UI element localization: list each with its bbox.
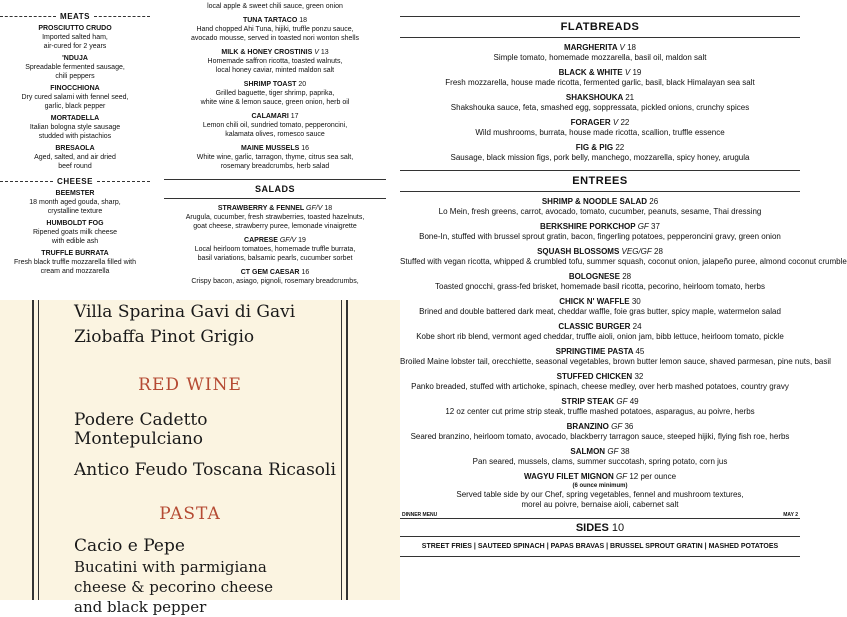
dietary-tag: V [314,49,319,56]
footer-left-label: DINNER MENU [402,512,438,518]
entree-desc: Panko breaded, stuffed with artichoke, spinach, cheese medley, over herb mashed potatoes, country gravy [411,382,789,391]
dietary-tag: GF [616,397,628,406]
entree-desc: Toasted gnocchi, grass-fed brisket, homemade basil ricotta, pecorino, heirloom tomato, herbs [435,282,765,291]
small-plate-desc: avocado mousse, served in toasted nori wonton shells [190,35,360,42]
flatbread-name-line [400,93,800,103]
small-plate-desc: White wine, garlic, tarragon, thyme, citrus sea salt, [196,154,354,161]
dietary-tag: V [624,68,631,77]
meat-item [0,24,150,51]
salad-desc: goat cheese, strawberry puree, lemonade vinaigrette [193,223,357,230]
dietary-tag: GF/V [306,205,323,212]
price: 28 [654,247,663,256]
flatbread-name-line [400,68,800,78]
pasta-item-desc: cheese & pecorino cheese [74,578,274,596]
cheese-desc: crystalline texture [47,208,103,215]
small-plate-item [150,144,400,171]
meat-desc: chili peppers [55,73,95,80]
small-plate-desc: white wine & lemon sauce, green onion, herb oil [200,99,350,106]
sides-separator: | [544,543,551,550]
flatbread-name-line [400,43,800,53]
flatbread-item [400,68,800,88]
small-plate-name: SHRIMP TOAST [243,81,297,88]
side-item: BRUSSEL SPROUT GRATIN [610,543,703,550]
entree-desc: Kobe short rib blend, vermont aged cheddar, truffle aioli, onion jam, bibb lettuce, heirloom tomato, pickle [416,332,784,341]
meat-item [0,114,150,141]
dietary-tag: V [619,43,625,52]
red-wine-item: Podere Cadetto [74,410,208,430]
flatbread-name: BLACK & WHITE [558,68,623,77]
meat-desc: Dry cured salami with fennel seed, [21,94,129,101]
entree-desc: Pan seared, mussels, clams, summer succotash, spring potato, corn jus [472,457,728,466]
small-plate-item [150,16,400,43]
cheese-desc: with edible ash [51,238,99,245]
cheese-name: HUMBOLDT FOG [46,220,104,227]
red-wine-item: Antico Feudo Toscana Ricasoli [74,460,336,480]
cheese-item [0,249,150,276]
price: 16 [301,269,310,276]
entree-name: STRIP STEAK [561,397,615,406]
flatbread-name-line [400,118,800,128]
salads-list [150,204,400,286]
white-wine-item: Ziobaffa Pinot Grigio [74,327,255,347]
meat-item [0,84,150,111]
middle-menu-panel [150,0,400,300]
price: 38 [620,447,630,456]
dietary-tag: GF [637,222,649,231]
cheese-item [0,189,150,216]
salad-name: STRAWBERRY & FENNEL [217,205,305,212]
entree-name-line [400,347,800,357]
entree-item [400,372,800,392]
salad-item [150,236,400,263]
flatbread-item [400,93,800,113]
red-wine-item: Montepulciano [74,429,204,449]
entree-name-line [400,272,800,282]
pasta-item-name: Cacio e Pepe [74,536,185,556]
cheese-heading: CHEESE [0,177,150,186]
small-plate-name: MILK & HONEY CROSTINIS [221,49,313,56]
entree-name-line [400,447,800,457]
price: 24 [632,322,642,331]
entree-name: CHICK N' WAFFLE [559,297,630,306]
flatbreads-list [400,43,800,163]
white-wine-item: Villa Sparina Gavi di Gavi [74,302,296,322]
flatbread-desc: Simple tomato, homemade mozzarella, basil oil, maldon salt [493,53,707,62]
small-plate-name-line [150,112,400,121]
price: 22 [615,143,625,152]
wine-list-border [32,300,348,616]
salad-name-line [150,236,400,245]
meat-desc: garlic, black pepper [44,103,106,110]
small-plate-desc: Homemade saffron ricotta, toasted walnuts, [207,58,343,65]
meat-name: BRESAOLA [55,145,95,152]
sides-separator: | [702,543,709,550]
footer-right-label: MAY 2 [783,512,798,518]
entree-item [400,397,800,417]
price: 22 [620,118,630,127]
entree-item [400,322,800,342]
entree-name: SPRINGTIME PASTA [555,347,634,356]
price: 49 [629,397,639,406]
meat-name: FINOCCHIONA [50,85,100,92]
price: 30 [631,297,641,306]
entree-name-line [400,397,800,407]
price: 32 [634,372,644,381]
flatbread-name: MARGHERITA [563,43,618,52]
salads-heading: SALADS [254,184,295,194]
small-plate-item [150,80,400,107]
meat-desc: Aged, salted, and air dried [34,154,116,161]
meat-desc: studded with pistachios [38,133,112,140]
small-plate-desc: local honey caviar, minted maldon salt [215,67,335,74]
cheese-item [0,219,150,246]
entree-desc: Brined and double battered dark meat, cheddar waffle, foie gras butter, spicy maple, watermelon salad [419,307,781,316]
entree-item [400,222,800,242]
price: 36 [624,422,634,431]
salad-desc: Arugula, cucumber, fresh strawberries, toasted hazelnuts, [185,214,365,221]
entree-name-line [400,247,800,257]
flatbread-item [400,143,800,163]
meat-desc: air-cured for 2 years [43,43,107,50]
meats-heading: MEATS [0,12,150,21]
cheese-desc: 18 month aged gouda, sharp, [29,199,121,206]
meat-name: MORTADELLA [50,115,100,122]
salad-desc: basil variations, balsamic pearls, cucumber sorbet [197,255,353,262]
flatbread-name: SHAKSHOUKA [565,93,623,102]
pasta-heading: PASTA [159,504,221,524]
salad-name: CT GEM CAESAR [240,269,300,276]
salad-name-line [150,268,400,277]
small-plate-desc: Hand chopped Ahi Tuna, hijiki, truffle ponzu sauce, [196,26,354,33]
price: 18 [627,43,637,52]
left-menu-panel [0,0,150,300]
dietary-tag: GF/V [279,237,297,244]
flatbread-desc: Shakshouka sauce, feta, smashed egg, soppressata, pickled onions, crunchy spices [450,103,750,112]
price: 16 [301,145,310,152]
small-plate-name-line [150,144,400,153]
entree-name-line [400,297,800,307]
meat-desc: Imported salted ham, [42,34,108,41]
side-item: SAUTEED SPINACH [477,543,545,550]
price: 26 [649,197,659,206]
salad-item [150,268,400,286]
small-plate-desc: Lemon chili oil, sundried tomato, pepperoncini, [202,122,348,129]
meat-desc: Spreadable fermented sausage, [25,64,125,71]
flatbread-desc: Wild mushrooms, burrata, house made ricotta, scallion, truffle essence [475,128,725,137]
pasta-item-desc: Bucatini with parmigiana [74,558,267,576]
small-plate-name: CALAMARI [251,113,289,120]
entree-item [400,422,800,442]
small-plate-desc: Grilled baguette, tiger shrimp, paprika, [215,90,335,97]
flatbreads-heading: FLATBREADS [560,21,640,33]
entree-desc: Broiled Maine lobster tail, orecchiette, seasonal vegetables, brown butter lemon sauce, shaved parmesan, pine nuts, basil [400,357,831,366]
dietary-tag: VEG/GF [621,247,652,256]
cheese-name: BEEMSTER [55,190,95,197]
flatbread-desc: Sausage, black mission figs, pork belly, manchego, mozzarella, spicy honey, arugula [450,153,750,162]
side-item: PAPAS BRAVAS [550,543,605,550]
flatbread-item [400,118,800,138]
entree-desc: 12 oz center cut prime strip steak, truffle mashed potatoes, asparagus, au poivre, herbs [445,407,755,416]
pasta-item-desc: and black pepper [74,598,207,616]
entree-name: STUFFED CHICKEN [556,372,633,381]
menu-item-wagyu: WAGYU FILET MIGNON GF 12 per ounce (6 ounce minimum) Served table side by our Chef, spring vegetables, fennel and mushroom textures, morel au poivre, bernaise aioli, cabernet salt [400,472,800,510]
flatbread-desc: Fresh mozzarella, house made ricotta, fermented garlic, basil, black Himalayan sea salt [445,78,755,87]
salad-item [150,204,400,231]
red-wine-heading: RED WINE [138,375,242,395]
entree-name-line [400,422,800,432]
entree-name: BOLOGNESE [568,272,620,281]
price: 37 [651,222,660,231]
small-plate-name-line [150,16,400,25]
side-item: MASHED POTATOES [708,543,779,550]
side-item: STREET FRIES [421,543,472,550]
cheese-desc: Fresh black truffle mozzarella filled with [13,259,137,266]
entree-name: BRANZINO [566,422,609,431]
meat-item [0,144,150,171]
entree-name: BERKSHIRE PORKCHOP [540,222,636,231]
dietary-tag: V [612,118,619,127]
price: 28 [622,272,632,281]
cheese-name: TRUFFLE BURRATA [41,250,109,257]
meat-name: 'NDUJA [62,55,88,62]
entree-name: SHRIMP & NOODLE SALAD [541,197,648,206]
entree-name-line [400,222,800,232]
entree-item [400,347,831,367]
salad-name-line [150,204,400,213]
price: 13 [320,49,329,56]
entree-name: SQUASH BLOSSOMS [537,247,620,256]
small-plate-desc: kalamata olives, romesco sauce [225,131,325,138]
salad-name: CAPRESE [244,237,278,244]
entree-name-line [400,372,800,382]
wagyu-note: (6 ounce minimum) [572,483,628,489]
cheese-desc: Ripened goats milk cheese [32,229,118,236]
entree-desc: Lo Mein, fresh greens, carrot, avocado, tomato, cucumber, peanuts, sesame, Thai dressing [438,207,762,216]
small-plate-item [150,112,400,139]
small-plate-name-line [150,80,400,89]
dietary-tag: GF [607,447,619,456]
small-plate-name-line [150,48,400,57]
flatbread-name-line [400,143,800,153]
salad-desc: Local heirloom tomatoes, homemade truffle burrata, [194,246,356,253]
entree-name: CLASSIC BURGER [558,322,631,331]
entrees-list [400,197,847,467]
entree-item [400,272,800,292]
right-menu-panel [400,0,847,600]
price: 21 [625,93,635,102]
small-plate-name: MAINE MUSSELS [240,145,300,152]
cheese-desc: cream and mozzarella [40,268,110,275]
wine-list-panel [0,300,400,616]
cheese-list [0,189,150,276]
entree-item [400,447,800,467]
entrees-heading: ENTREES [572,175,628,187]
price: 19 [298,237,306,244]
meat-desc: beef round [58,163,92,170]
entree-name: SALMON [570,447,606,456]
salad-desc: Crispy bacon, asiago, pignoli, rosemary breadcrumbs, [191,278,359,285]
small-plates-list [150,16,400,171]
price: 18 [299,17,308,24]
price: 18 [324,205,333,212]
partial-description: local apple & sweet chili sauce, green onion [207,3,343,10]
sides-heading: SIDES 10 [575,522,625,534]
entree-item [400,247,847,267]
entree-name-line [400,197,800,207]
price: 19 [632,68,642,77]
sides-separator: | [604,543,611,550]
small-plate-desc: rosemary breadcrumbs, herb salad [220,163,330,170]
entree-item [400,297,800,317]
entree-name-line [400,322,800,332]
price: 20 [298,81,307,88]
meats-list [0,24,150,171]
flatbread-name: FORAGER [570,118,611,127]
entree-desc: Seared branzino, heirloom tomato, avocado, blackberry tarragon sauce, steeped hijiki, flying fish roe, herbs [410,432,790,441]
flatbread-name: FIG & PIG [575,143,614,152]
dietary-tag: GF [611,422,623,431]
entree-item [400,197,800,217]
meat-name: PROSCIUTTO CRUDO [38,25,112,32]
meat-item [0,54,150,81]
price: 45 [635,347,645,356]
price: 17 [290,113,299,120]
entree-desc: Stuffed with vegan ricotta, whipped & crumbled tofu, summer squash, coconut onion, jalapeño puree, almond coconut crumble [400,257,847,266]
meat-desc: Italian bologna style sausage [29,124,121,131]
flatbread-item [400,43,800,63]
small-plate-name: TUNA TARTACO [242,17,298,24]
sides-list [400,537,800,556]
sides-separator: | [471,543,478,550]
small-plate-item [150,48,400,75]
entree-desc: Bone-In, stuffed with brussel sprout gratin, bacon, fingerling potatoes, pepperoncini gravy, green onion [419,232,781,241]
